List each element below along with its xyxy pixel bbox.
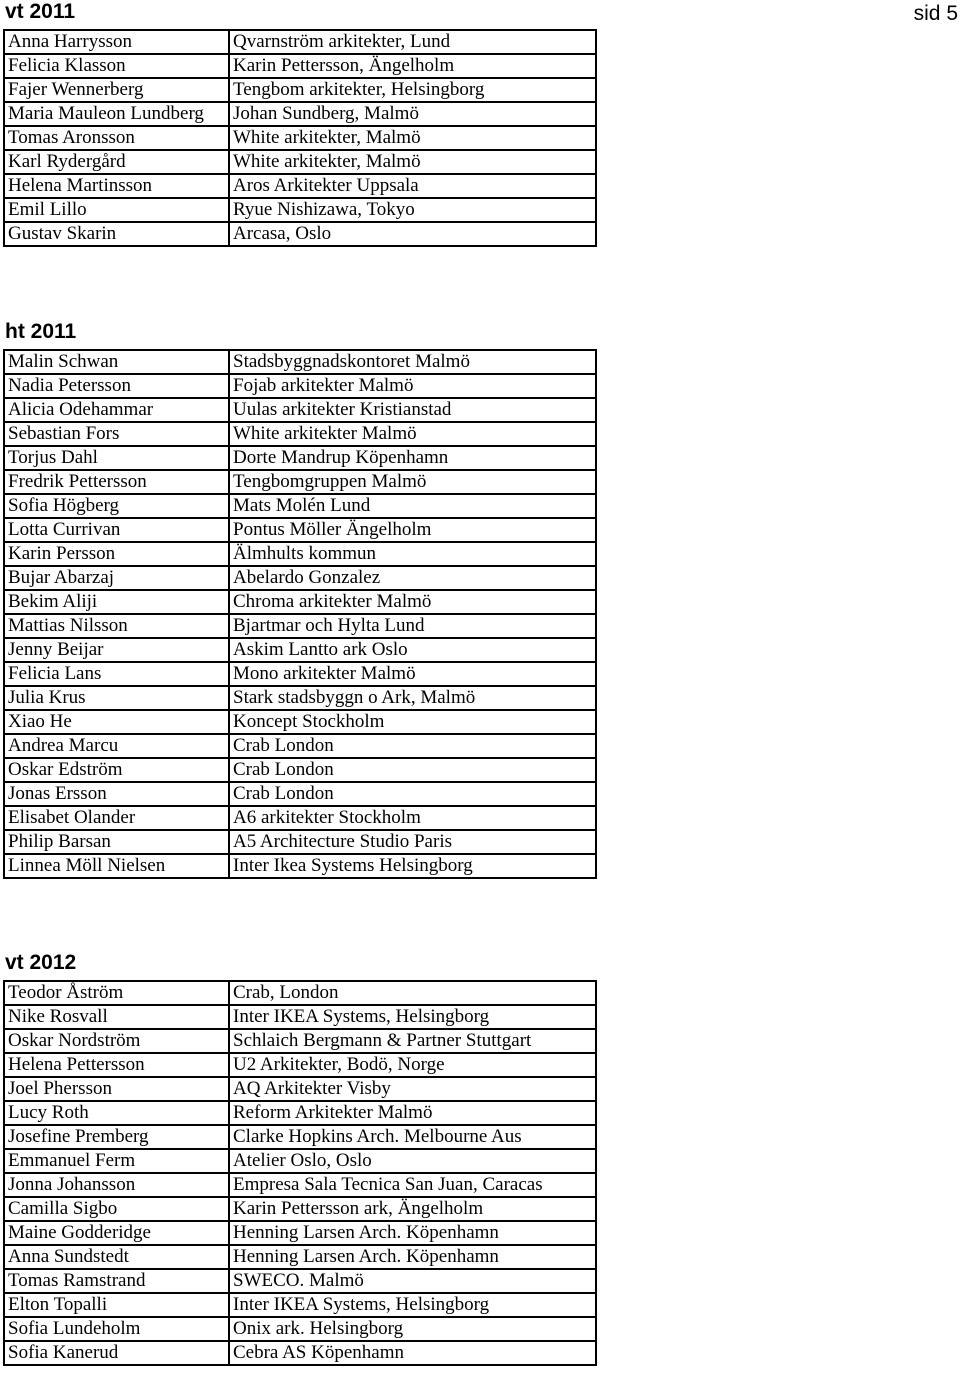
student-name-cell: Emil Lillo: [4, 198, 229, 222]
table-row: [4, 1077, 596, 1101]
student-name-cell: Lotta Currivan: [4, 518, 229, 542]
table-row: [4, 126, 596, 150]
table-row: [4, 542, 596, 566]
office-cell: Mats Molén Lund: [229, 494, 596, 518]
office-cell: Älmhults kommun: [229, 542, 596, 566]
student-name-cell: Alicia Odehammar: [4, 398, 229, 422]
table-row: [4, 150, 596, 174]
student-name-cell: Fajer Wennerberg: [4, 78, 229, 102]
section-heading: vt 2012: [5, 951, 77, 974]
placement-table: [3, 29, 597, 247]
table-row: [4, 1245, 596, 1269]
office-cell: Abelardo Gonzalez: [229, 566, 596, 590]
table-row: [4, 1029, 596, 1053]
office-cell: Empresa Sala Tecnica San Juan, Caracas: [229, 1173, 596, 1197]
table-row: [4, 30, 596, 54]
table-row: [4, 590, 596, 614]
office-cell: Askim Lantto ark Oslo: [229, 638, 596, 662]
office-cell: Crab London: [229, 782, 596, 806]
student-name-cell: Sofia Kanerud: [4, 1341, 229, 1365]
office-cell: Qvarnström arkitekter, Lund: [229, 30, 596, 54]
table-row: [4, 830, 596, 854]
office-cell: Pontus Möller Ängelholm: [229, 518, 596, 542]
table-row: [4, 174, 596, 198]
office-cell: Clarke Hopkins Arch. Melbourne Aus: [229, 1125, 596, 1149]
office-cell: Atelier Oslo, Oslo: [229, 1149, 596, 1173]
office-cell: Bjartmar och Hylta Lund: [229, 614, 596, 638]
section-vt-2011: [3, 0, 595, 247]
table-row: [4, 422, 596, 446]
placement-table: [3, 349, 597, 879]
student-name-cell: Bujar Abarzaj: [4, 566, 229, 590]
office-cell: Stadsbyggnadskontoret Malmö: [229, 350, 596, 374]
office-cell: Inter IKEA Systems, Helsingborg: [229, 1005, 596, 1029]
student-name-cell: Helena Martinsson: [4, 174, 229, 198]
student-name-cell: Sofia Högberg: [4, 494, 229, 518]
student-name-cell: Tomas Ramstrand: [4, 1269, 229, 1293]
table-row: [4, 1005, 596, 1029]
table-row: [4, 566, 596, 590]
student-name-cell: Lucy Roth: [4, 1101, 229, 1125]
student-name-cell: Jonna Johansson: [4, 1173, 229, 1197]
office-cell: SWECO. Malmö: [229, 1269, 596, 1293]
table-row: [4, 710, 596, 734]
table-row: [4, 614, 596, 638]
office-cell: White arkitekter, Malmö: [229, 126, 596, 150]
office-cell: Henning Larsen Arch. Köpenhamn: [229, 1221, 596, 1245]
office-cell: Karin Pettersson, Ängelholm: [229, 54, 596, 78]
student-name-cell: Elisabet Olander: [4, 806, 229, 830]
table-row: [4, 734, 596, 758]
student-name-cell: Oskar Edström: [4, 758, 229, 782]
student-name-cell: Felicia Klasson: [4, 54, 229, 78]
student-name-cell: Jonas Ersson: [4, 782, 229, 806]
table-row: [4, 374, 596, 398]
student-name-cell: Linnea Möll Nielsen: [4, 854, 229, 878]
section-vt-2012: [3, 951, 595, 1366]
student-name-cell: Gustav Skarin: [4, 222, 229, 246]
office-cell: Crab London: [229, 758, 596, 782]
table-row: [4, 686, 596, 710]
table-row: [4, 638, 596, 662]
table-row: [4, 398, 596, 422]
student-name-cell: Josefine Premberg: [4, 1125, 229, 1149]
student-name-cell: Emmanuel Ferm: [4, 1149, 229, 1173]
student-name-cell: Maria Mauleon Lundberg: [4, 102, 229, 126]
page-number: sid 5: [913, 2, 958, 25]
table-row: [4, 446, 596, 470]
student-name-cell: Andrea Marcu: [4, 734, 229, 758]
student-name-cell: Anna Sundstedt: [4, 1245, 229, 1269]
office-cell: Chroma arkitekter Malmö: [229, 590, 596, 614]
table-row: [4, 222, 596, 246]
student-name-cell: Philip Barsan: [4, 830, 229, 854]
student-name-cell: Mattias Nilsson: [4, 614, 229, 638]
office-cell: Dorte Mandrup Köpenhamn: [229, 446, 596, 470]
office-cell: White arkitekter, Malmö: [229, 150, 596, 174]
office-cell: Koncept Stockholm: [229, 710, 596, 734]
student-name-cell: Xiao He: [4, 710, 229, 734]
table-row: [4, 854, 596, 878]
table-row: [4, 1221, 596, 1245]
office-cell: Uulas arkitekter Kristianstad: [229, 398, 596, 422]
table-row: [4, 494, 596, 518]
office-cell: Inter Ikea Systems Helsingborg: [229, 854, 596, 878]
student-name-cell: Anna Harrysson: [4, 30, 229, 54]
student-name-cell: Karl Rydergård: [4, 150, 229, 174]
table-row: [4, 758, 596, 782]
table-row: [4, 981, 596, 1005]
student-name-cell: Sebastian Fors: [4, 422, 229, 446]
student-name-cell: Fredrik Pettersson: [4, 470, 229, 494]
student-name-cell: Sofia Lundeholm: [4, 1317, 229, 1341]
student-name-cell: Karin Persson: [4, 542, 229, 566]
table-row: [4, 1125, 596, 1149]
office-cell: Inter IKEA Systems, Helsingborg: [229, 1293, 596, 1317]
office-cell: A6 arkitekter Stockholm: [229, 806, 596, 830]
student-name-cell: Maine Godderidge: [4, 1221, 229, 1245]
office-cell: Johan Sundberg, Malmö: [229, 102, 596, 126]
table-row: [4, 1269, 596, 1293]
table-row: [4, 1293, 596, 1317]
office-cell: Fojab arkitekter Malmö: [229, 374, 596, 398]
student-name-cell: Malin Schwan: [4, 350, 229, 374]
student-name-cell: Jenny Beijar: [4, 638, 229, 662]
section-heading: vt 2011: [5, 0, 76, 23]
office-cell: A5 Architecture Studio Paris: [229, 830, 596, 854]
table-row: [4, 782, 596, 806]
table-row: [4, 806, 596, 830]
table-row: [4, 1197, 596, 1221]
student-name-cell: Elton Topalli: [4, 1293, 229, 1317]
student-name-cell: Bekim Aliji: [4, 590, 229, 614]
table-row: [4, 54, 596, 78]
table-row: [4, 1317, 596, 1341]
student-name-cell: Felicia Lans: [4, 662, 229, 686]
student-name-cell: Joel Phersson: [4, 1077, 229, 1101]
table-row: [4, 518, 596, 542]
office-cell: Reform Arkitekter Malmö: [229, 1101, 596, 1125]
table-row: [4, 102, 596, 126]
table-row: [4, 78, 596, 102]
table-row: [4, 350, 596, 374]
student-name-cell: Nadia Petersson: [4, 374, 229, 398]
table-row: [4, 470, 596, 494]
office-cell: Arcasa, Oslo: [229, 222, 596, 246]
office-cell: Onix ark. Helsingborg: [229, 1317, 596, 1341]
office-cell: Aros Arkitekter Uppsala: [229, 174, 596, 198]
table-row: [4, 1053, 596, 1077]
office-cell: Tengbomgruppen Malmö: [229, 470, 596, 494]
office-cell: Cebra AS Köpenhamn: [229, 1341, 596, 1365]
student-name-cell: Helena Pettersson: [4, 1053, 229, 1077]
office-cell: Ryue Nishizawa, Tokyo: [229, 198, 596, 222]
placement-table: [3, 980, 597, 1366]
office-cell: AQ Arkitekter Visby: [229, 1077, 596, 1101]
table-row: [4, 1101, 596, 1125]
table-row: [4, 1149, 596, 1173]
office-cell: White arkitekter Malmö: [229, 422, 596, 446]
office-cell: Mono arkitekter Malmö: [229, 662, 596, 686]
student-name-cell: Julia Krus: [4, 686, 229, 710]
office-cell: Crab, London: [229, 981, 596, 1005]
student-name-cell: Tomas Aronsson: [4, 126, 229, 150]
office-cell: Schlaich Bergmann & Partner Stuttgart: [229, 1029, 596, 1053]
table-row: [4, 662, 596, 686]
office-cell: Crab London: [229, 734, 596, 758]
section-ht-2011: [3, 320, 595, 879]
student-name-cell: Camilla Sigbo: [4, 1197, 229, 1221]
office-cell: U2 Arkitekter, Bodö, Norge: [229, 1053, 596, 1077]
table-row: [4, 198, 596, 222]
table-row: [4, 1173, 596, 1197]
student-name-cell: Nike Rosvall: [4, 1005, 229, 1029]
office-cell: Stark stadsbyggn o Ark, Malmö: [229, 686, 596, 710]
student-name-cell: Oskar Nordström: [4, 1029, 229, 1053]
section-heading: ht 2011: [5, 320, 77, 343]
table-row: [4, 1341, 596, 1365]
office-cell: Tengbom arkitekter, Helsingborg: [229, 78, 596, 102]
office-cell: Karin Pettersson ark, Ängelholm: [229, 1197, 596, 1221]
student-name-cell: Teodor Åström: [4, 981, 229, 1005]
student-name-cell: Torjus Dahl: [4, 446, 229, 470]
office-cell: Henning Larsen Arch. Köpenhamn: [229, 1245, 596, 1269]
